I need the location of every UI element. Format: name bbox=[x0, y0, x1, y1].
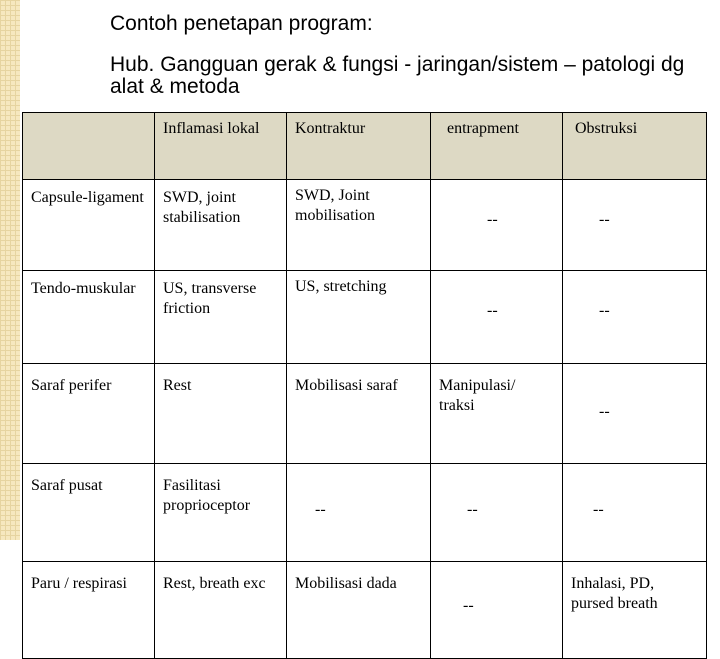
slide-title: Contoh penetapan program: bbox=[110, 12, 373, 35]
table-cell: -- bbox=[431, 562, 563, 659]
row-label-saraf-perifer: Saraf perifer bbox=[23, 364, 155, 464]
table-row bbox=[23, 271, 707, 364]
table-cell: -- bbox=[563, 271, 707, 364]
row-label-paru-respirasi: Paru / respirasi bbox=[23, 562, 155, 659]
header-kontraktur: Kontraktur bbox=[287, 113, 431, 180]
row-label-capsule-ligament: Capsule-ligament bbox=[23, 180, 155, 271]
program-table bbox=[22, 112, 707, 659]
table-cell: Fasilitasi proprioceptor bbox=[155, 464, 287, 562]
table-cell: Inhalasi, PD, pursed breath bbox=[563, 562, 707, 659]
table-cell: -- bbox=[431, 464, 563, 562]
row-label-saraf-pusat: Saraf pusat bbox=[23, 464, 155, 562]
table-row bbox=[23, 364, 707, 464]
table-cell: -- bbox=[563, 464, 707, 562]
table-cell: -- bbox=[431, 180, 563, 271]
table-row bbox=[23, 180, 707, 271]
table-cell: Mobilisasi dada bbox=[287, 562, 431, 659]
table-cell: Rest bbox=[155, 364, 287, 464]
table-cell: Rest, breath exc bbox=[155, 562, 287, 659]
row-label-tendo-muskular: Tendo-muskular bbox=[23, 271, 155, 364]
table-cell: SWD, joint stabilisation bbox=[155, 180, 287, 271]
table-cell: US, transverse friction bbox=[155, 271, 287, 364]
table-cell: -- bbox=[563, 364, 707, 464]
header-entrapment: entrapment bbox=[431, 113, 563, 180]
header-obstruksi: Obstruksi bbox=[563, 113, 707, 180]
slide-subtitle: Hub. Gangguan gerak & fungsi - jaringan/sistem – patologi dg alat & metoda bbox=[110, 53, 685, 98]
table-cell: -- bbox=[431, 271, 563, 364]
table-cell: Mobilisasi saraf bbox=[287, 364, 431, 464]
decorative-side-strip bbox=[0, 0, 20, 540]
table-header-row bbox=[23, 113, 707, 180]
table-cell: Manipulasi/ traksi bbox=[431, 364, 563, 464]
table-row bbox=[23, 464, 707, 562]
table-cell: -- bbox=[287, 464, 431, 562]
header-inflamasi-lokal: Inflamasi lokal bbox=[155, 113, 287, 180]
table-row bbox=[23, 562, 707, 659]
table-cell: US, stretching bbox=[287, 271, 431, 364]
table-cell: SWD, Joint mobilisation bbox=[287, 180, 431, 271]
table-cell: -- bbox=[563, 180, 707, 271]
header-corner bbox=[23, 113, 155, 180]
